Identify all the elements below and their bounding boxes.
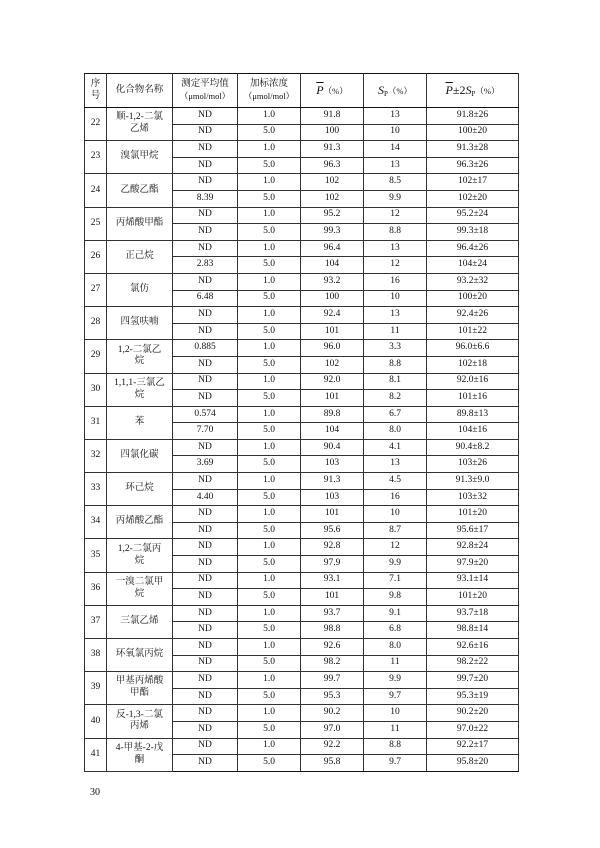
cell-compound-name: 丙烯酸乙酯 — [107, 506, 173, 539]
cell-measured-mean: ND — [173, 522, 238, 539]
cell-added-concentration: 5.0 — [238, 556, 301, 573]
cell-added-concentration: 1.0 — [238, 539, 301, 556]
table-row — [85, 439, 519, 456]
cell-recovery-sd: 9.8 — [364, 589, 427, 606]
header-range-sub: P — [471, 89, 476, 98]
cell-added-concentration: 1.0 — [238, 506, 301, 523]
cell-recovery-sd: 13 — [364, 456, 427, 473]
table-row — [85, 473, 519, 490]
cell-added-concentration: 1.0 — [238, 639, 301, 656]
page-number: 30 — [90, 787, 100, 798]
table-row — [85, 240, 519, 257]
cell-recovery-mean: 95.2 — [301, 207, 364, 224]
cell-measured-mean: ND — [173, 688, 238, 705]
cell-added-concentration: 5.0 — [238, 522, 301, 539]
cell-added-concentration: 5.0 — [238, 622, 301, 639]
cell-measured-mean: ND — [173, 705, 238, 722]
header-measured-mean-label: 测定平均值 — [181, 79, 229, 90]
cell-recovery-sd: 8.0 — [364, 639, 427, 656]
cell-recovery-range: 101±20 — [427, 506, 519, 523]
cell-measured-mean: ND — [173, 473, 238, 490]
cell-added-concentration: 1.0 — [238, 207, 301, 224]
cell-recovery-range: 103±32 — [427, 489, 519, 506]
cell-measured-mean: 4.40 — [173, 489, 238, 506]
cell-recovery-mean: 91.3 — [301, 473, 364, 490]
header-sp-subscript: P — [384, 89, 388, 98]
cell-measured-mean: ND — [173, 439, 238, 456]
cell-recovery-mean: 102 — [301, 356, 364, 373]
cell-recovery-range: 95.2±24 — [427, 207, 519, 224]
cell-recovery-sd: 10 — [364, 290, 427, 307]
table-row — [85, 373, 519, 390]
cell-recovery-sd: 9.7 — [364, 688, 427, 705]
table-row — [85, 705, 519, 722]
cell-recovery-mean: 100 — [301, 124, 364, 141]
cell-recovery-sd: 3.3 — [364, 340, 427, 357]
cell-recovery-range: 101±22 — [427, 323, 519, 340]
cell-recovery-sd: 4.1 — [364, 439, 427, 456]
table-row — [85, 340, 519, 357]
table-row — [85, 605, 519, 622]
cell-recovery-range: 91.8±26 — [427, 108, 519, 125]
table-row — [85, 207, 519, 224]
cell-added-concentration: 5.0 — [238, 157, 301, 174]
cell-recovery-mean: 98.2 — [301, 655, 364, 672]
cell-serial-no: 24 — [85, 174, 107, 207]
cell-added-concentration: 1.0 — [238, 373, 301, 390]
cell-serial-no: 38 — [85, 639, 107, 672]
cell-recovery-mean: 96.0 — [301, 340, 364, 357]
cell-recovery-range: 102±18 — [427, 356, 519, 373]
cell-added-concentration: 5.0 — [238, 655, 301, 672]
cell-recovery-sd: 14 — [364, 141, 427, 158]
cell-recovery-sd: 6.8 — [364, 622, 427, 639]
table-row — [85, 273, 519, 290]
cell-measured-mean: ND — [173, 738, 238, 755]
cell-added-concentration: 5.0 — [238, 721, 301, 738]
cell-measured-mean: 0.885 — [173, 340, 238, 357]
cell-recovery-range: 97.9±20 — [427, 556, 519, 573]
cell-recovery-sd: 8.0 — [364, 423, 427, 440]
cell-added-concentration: 1.0 — [238, 572, 301, 589]
cell-recovery-range: 92.6±16 — [427, 639, 519, 656]
cell-recovery-mean: 102 — [301, 190, 364, 207]
cell-recovery-range: 92.8±24 — [427, 539, 519, 556]
cell-recovery-mean: 92.6 — [301, 639, 364, 656]
table-row — [85, 539, 519, 556]
cell-measured-mean: ND — [173, 373, 238, 390]
cell-recovery-range: 102±17 — [427, 174, 519, 191]
cell-recovery-sd: 4.5 — [364, 473, 427, 490]
cell-added-concentration: 1.0 — [238, 174, 301, 191]
cell-recovery-range: 95.3±19 — [427, 688, 519, 705]
cell-measured-mean: ND — [173, 323, 238, 340]
cell-recovery-sd: 8.8 — [364, 356, 427, 373]
cell-measured-mean: ND — [173, 506, 238, 523]
cell-compound-name: 丙烯酸甲酯 — [107, 207, 173, 240]
cell-serial-no: 22 — [85, 108, 107, 141]
cell-recovery-range: 92.2±17 — [427, 738, 519, 755]
cell-recovery-sd: 10 — [364, 124, 427, 141]
cell-recovery-mean: 96.3 — [301, 157, 364, 174]
table-row — [85, 738, 519, 755]
cell-recovery-range: 103±26 — [427, 456, 519, 473]
cell-added-concentration: 5.0 — [238, 390, 301, 407]
cell-recovery-mean: 93.2 — [301, 273, 364, 290]
cell-recovery-range: 90.2±20 — [427, 705, 519, 722]
cell-measured-mean: ND — [173, 639, 238, 656]
cell-added-concentration: 1.0 — [238, 340, 301, 357]
cell-measured-mean: ND — [173, 390, 238, 407]
cell-recovery-sd: 8.7 — [364, 522, 427, 539]
cell-serial-no: 30 — [85, 373, 107, 406]
cell-recovery-mean: 104 — [301, 423, 364, 440]
cell-recovery-mean: 91.8 — [301, 108, 364, 125]
cell-serial-no: 28 — [85, 307, 107, 340]
cell-added-concentration: 1.0 — [238, 141, 301, 158]
cell-recovery-range: 100±20 — [427, 290, 519, 307]
cell-serial-no: 39 — [85, 672, 107, 705]
cell-recovery-range: 96.3±26 — [427, 157, 519, 174]
table-row — [85, 174, 519, 191]
cell-recovery-sd: 8.8 — [364, 224, 427, 241]
table-row — [85, 307, 519, 324]
cell-serial-no: 26 — [85, 240, 107, 273]
cell-serial-no: 37 — [85, 605, 107, 638]
cell-compound-name: 环氧氯丙烷 — [107, 639, 173, 672]
cell-added-concentration: 1.0 — [238, 406, 301, 423]
cell-recovery-sd: 13 — [364, 157, 427, 174]
cell-added-concentration: 5.0 — [238, 290, 301, 307]
cell-added-concentration: 1.0 — [238, 240, 301, 257]
cell-recovery-sd: 9.9 — [364, 672, 427, 689]
cell-recovery-mean: 95.8 — [301, 755, 364, 772]
cell-compound-name: 乙酸乙酯 — [107, 174, 173, 207]
table-row — [85, 141, 519, 158]
cell-recovery-sd: 13 — [364, 307, 427, 324]
cell-measured-mean: 0.574 — [173, 406, 238, 423]
cell-compound-name: 氯仿 — [107, 273, 173, 306]
cell-serial-no: 32 — [85, 439, 107, 472]
cell-recovery-mean: 104 — [301, 257, 364, 274]
cell-recovery-mean: 90.2 — [301, 705, 364, 722]
cell-added-concentration: 5.0 — [238, 589, 301, 606]
cell-recovery-sd: 9.7 — [364, 755, 427, 772]
cell-recovery-mean: 92.0 — [301, 373, 364, 390]
cell-measured-mean: ND — [173, 539, 238, 556]
cell-recovery-mean: 103 — [301, 489, 364, 506]
cell-added-concentration: 1.0 — [238, 108, 301, 125]
cell-measured-mean: 6.48 — [173, 290, 238, 307]
cell-recovery-range: 92.0±16 — [427, 373, 519, 390]
header-p-symbol: $\overline{P}$ — [316, 82, 324, 97]
cell-measured-mean: ND — [173, 572, 238, 589]
cell-measured-mean: ND — [173, 108, 238, 125]
cell-recovery-range: 99.7±20 — [427, 672, 519, 689]
recovery-table — [84, 73, 519, 772]
cell-measured-mean: ND — [173, 141, 238, 158]
cell-recovery-mean: 103 — [301, 456, 364, 473]
cell-added-concentration: 5.0 — [238, 688, 301, 705]
cell-recovery-mean: 101 — [301, 506, 364, 523]
cell-compound-name: 四氢呋喃 — [107, 307, 173, 340]
cell-compound-name: 1,1,1-三氯乙烷 — [107, 373, 173, 406]
cell-added-concentration: 5.0 — [238, 224, 301, 241]
cell-measured-mean: ND — [173, 721, 238, 738]
header-range-unit: （%） — [475, 85, 500, 96]
cell-recovery-sd: 8.8 — [364, 738, 427, 755]
header-range-p: $\overline{P}$ — [445, 82, 453, 97]
cell-recovery-mean: 101 — [301, 589, 364, 606]
cell-compound-name: 反-1,3-二氯丙烯 — [107, 705, 173, 738]
cell-recovery-range: 104±24 — [427, 257, 519, 274]
cell-recovery-mean: 92.2 — [301, 738, 364, 755]
header-recovery-range — [427, 74, 519, 108]
cell-compound-name: 顺-1,2-二氯乙烯 — [107, 108, 173, 141]
cell-measured-mean: 7.70 — [173, 423, 238, 440]
cell-recovery-sd: 13 — [364, 108, 427, 125]
cell-recovery-range: 98.8±14 — [427, 622, 519, 639]
cell-measured-mean: ND — [173, 240, 238, 257]
cell-measured-mean: ND — [173, 124, 238, 141]
cell-recovery-range: 92.4±26 — [427, 307, 519, 324]
cell-serial-no: 23 — [85, 141, 107, 174]
cell-recovery-range: 93.2±32 — [427, 273, 519, 290]
cell-compound-name: 1,2-二氯乙烷 — [107, 340, 173, 373]
cell-recovery-mean: 91.3 — [301, 141, 364, 158]
cell-measured-mean: ND — [173, 755, 238, 772]
cell-added-concentration: 5.0 — [238, 356, 301, 373]
cell-recovery-range: 89.8±13 — [427, 406, 519, 423]
cell-measured-mean: ND — [173, 589, 238, 606]
cell-added-concentration: 5.0 — [238, 190, 301, 207]
cell-added-concentration: 1.0 — [238, 738, 301, 755]
cell-serial-no: 33 — [85, 473, 107, 506]
cell-added-concentration: 5.0 — [238, 456, 301, 473]
cell-recovery-mean: 95.3 — [301, 688, 364, 705]
cell-recovery-range: 93.1±14 — [427, 572, 519, 589]
cell-compound-name: 三氯乙烯 — [107, 605, 173, 638]
cell-recovery-mean: 89.8 — [301, 406, 364, 423]
table-row — [85, 506, 519, 523]
cell-added-concentration: 1.0 — [238, 672, 301, 689]
table-body — [85, 108, 519, 772]
cell-recovery-range: 97.0±22 — [427, 721, 519, 738]
cell-compound-name: 正己烷 — [107, 240, 173, 273]
cell-recovery-range: 91.3±9.0 — [427, 473, 519, 490]
cell-recovery-mean: 100 — [301, 290, 364, 307]
cell-measured-mean: ND — [173, 605, 238, 622]
cell-added-concentration: 5.0 — [238, 323, 301, 340]
cell-serial-no: 27 — [85, 273, 107, 306]
table-row — [85, 672, 519, 689]
cell-recovery-sd: 9.9 — [364, 190, 427, 207]
cell-added-concentration: 1.0 — [238, 307, 301, 324]
cell-recovery-mean: 97.9 — [301, 556, 364, 573]
cell-added-concentration: 5.0 — [238, 124, 301, 141]
header-added-concentration — [238, 74, 301, 108]
header-recovery-sd — [364, 74, 427, 108]
cell-measured-mean: ND — [173, 273, 238, 290]
cell-recovery-range: 104±16 — [427, 423, 519, 440]
cell-added-concentration: 1.0 — [238, 273, 301, 290]
cell-serial-no: 35 — [85, 539, 107, 572]
header-sp-unit: （%） — [387, 85, 412, 96]
cell-measured-mean: ND — [173, 672, 238, 689]
table-header-row — [85, 74, 519, 108]
cell-added-concentration: 5.0 — [238, 423, 301, 440]
cell-recovery-sd: 10 — [364, 506, 427, 523]
cell-measured-mean: 2.83 — [173, 257, 238, 274]
cell-added-concentration: 1.0 — [238, 473, 301, 490]
cell-added-concentration: 5.0 — [238, 755, 301, 772]
cell-recovery-range: 99.3±18 — [427, 224, 519, 241]
cell-recovery-mean: 101 — [301, 390, 364, 407]
cell-serial-no: 25 — [85, 207, 107, 240]
cell-recovery-range: 98.2±22 — [427, 655, 519, 672]
cell-recovery-mean: 99.3 — [301, 224, 364, 241]
header-measured-mean — [173, 74, 238, 108]
header-compound-name: 化合物名称 — [107, 74, 173, 108]
cell-recovery-sd: 7.1 — [364, 572, 427, 589]
cell-recovery-range: 91.3±28 — [427, 141, 519, 158]
cell-recovery-range: 93.7±18 — [427, 605, 519, 622]
cell-recovery-sd: 9.9 — [364, 556, 427, 573]
cell-measured-mean: ND — [173, 174, 238, 191]
cell-recovery-mean: 95.6 — [301, 522, 364, 539]
cell-recovery-mean: 90.4 — [301, 439, 364, 456]
cell-measured-mean: ND — [173, 655, 238, 672]
cell-compound-name: 甲基丙烯酸甲酯 — [107, 672, 173, 705]
cell-recovery-sd: 10 — [364, 705, 427, 722]
cell-serial-no: 36 — [85, 572, 107, 605]
header-sp-symbol: S — [378, 82, 384, 97]
cell-recovery-mean: 98.8 — [301, 622, 364, 639]
cell-serial-no: 34 — [85, 506, 107, 539]
cell-recovery-range: 95.8±20 — [427, 755, 519, 772]
cell-added-concentration: 5.0 — [238, 257, 301, 274]
cell-measured-mean: ND — [173, 622, 238, 639]
cell-recovery-mean: 92.4 — [301, 307, 364, 324]
cell-recovery-mean: 92.8 — [301, 539, 364, 556]
cell-recovery-sd: 11 — [364, 655, 427, 672]
cell-added-concentration: 1.0 — [238, 439, 301, 456]
cell-recovery-range: 95.6±17 — [427, 522, 519, 539]
header-measured-mean-unit: （μmol/mol） — [179, 91, 231, 102]
cell-measured-mean: 8.39 — [173, 190, 238, 207]
cell-recovery-sd: 12 — [364, 257, 427, 274]
cell-measured-mean: ND — [173, 307, 238, 324]
table-row — [85, 108, 519, 125]
cell-recovery-sd: 16 — [364, 273, 427, 290]
cell-measured-mean: ND — [173, 224, 238, 241]
cell-recovery-range: 90.4±8.2 — [427, 439, 519, 456]
cell-compound-name: 环己烷 — [107, 473, 173, 506]
cell-recovery-sd: 8.2 — [364, 390, 427, 407]
cell-added-concentration: 5.0 — [238, 489, 301, 506]
cell-measured-mean: ND — [173, 356, 238, 373]
cell-recovery-mean: 93.7 — [301, 605, 364, 622]
cell-recovery-mean: 93.1 — [301, 572, 364, 589]
header-added-label: 加标浓度 — [249, 79, 288, 90]
cell-compound-name: 4-甲基-2-戊酮 — [107, 738, 173, 771]
cell-recovery-mean: 102 — [301, 174, 364, 191]
cell-compound-name: 苯 — [107, 406, 173, 439]
cell-recovery-range: 101±16 — [427, 390, 519, 407]
cell-added-concentration: 1.0 — [238, 705, 301, 722]
cell-recovery-mean: 97.0 — [301, 721, 364, 738]
cell-recovery-range: 96.4±26 — [427, 240, 519, 257]
cell-recovery-mean: 96.4 — [301, 240, 364, 257]
cell-compound-name: 1,2-二氯丙烷 — [107, 539, 173, 572]
cell-recovery-sd: 13 — [364, 240, 427, 257]
cell-measured-mean: ND — [173, 207, 238, 224]
cell-recovery-mean: 101 — [301, 323, 364, 340]
header-added-unit: （μmol/mol） — [243, 91, 295, 102]
cell-compound-name: 一溴二氯甲烷 — [107, 572, 173, 605]
cell-measured-mean: 3.69 — [173, 456, 238, 473]
cell-recovery-mean: 99.7 — [301, 672, 364, 689]
cell-recovery-sd: 6.7 — [364, 406, 427, 423]
cell-serial-no: 31 — [85, 406, 107, 439]
table-row — [85, 639, 519, 656]
cell-recovery-sd: 12 — [364, 207, 427, 224]
cell-recovery-sd: 9.1 — [364, 605, 427, 622]
cell-recovery-sd: 11 — [364, 721, 427, 738]
cell-recovery-range: 100±20 — [427, 124, 519, 141]
cell-added-concentration: 1.0 — [238, 605, 301, 622]
header-no: 序号 — [85, 74, 107, 108]
header-recovery-mean — [301, 74, 364, 108]
cell-measured-mean: ND — [173, 157, 238, 174]
cell-recovery-range: 96.0±6.6 — [427, 340, 519, 357]
cell-recovery-sd: 8.5 — [364, 174, 427, 191]
cell-compound-name: 四氯化碳 — [107, 439, 173, 472]
cell-recovery-range: 102±20 — [427, 190, 519, 207]
header-p-unit: （%） — [323, 85, 348, 96]
cell-recovery-sd: 12 — [364, 539, 427, 556]
header-range-s: S — [465, 82, 472, 97]
cell-serial-no: 29 — [85, 340, 107, 373]
cell-recovery-sd: 11 — [364, 323, 427, 340]
header-range-mid: ±2 — [452, 82, 466, 97]
cell-serial-no: 41 — [85, 738, 107, 771]
cell-measured-mean: ND — [173, 556, 238, 573]
cell-recovery-sd: 16 — [364, 489, 427, 506]
cell-compound-name: 溴氯甲烷 — [107, 141, 173, 174]
table-row — [85, 406, 519, 423]
cell-recovery-sd: 8.1 — [364, 373, 427, 390]
cell-serial-no: 40 — [85, 705, 107, 738]
table-row — [85, 572, 519, 589]
cell-recovery-range: 101±20 — [427, 589, 519, 606]
